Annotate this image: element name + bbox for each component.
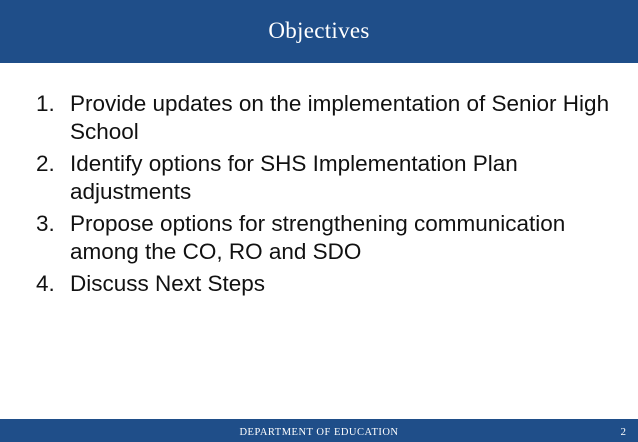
footer-bar [0, 419, 638, 442]
objective-number: 1. [36, 91, 55, 116]
objective-item-1 [36, 90, 616, 145]
objective-text: Provide updates on the implementation of Senior High School [70, 91, 610, 144]
objective-text: Identify options for SHS Implementation Plan adjustments [70, 151, 518, 204]
objective-text: Discuss Next Steps [70, 271, 266, 296]
page-number: 2 [620, 426, 626, 438]
objective-item-3 [36, 210, 616, 265]
objective-number: 3. [36, 211, 55, 236]
objective-text: Propose options for strengthening communication among the CO, RO and SDO [70, 211, 566, 264]
slide-title: Objectives [268, 17, 370, 43]
objective-number: 2. [36, 151, 55, 176]
objective-item-4 [36, 270, 616, 298]
title-banner [0, 0, 638, 63]
objectives-list [36, 90, 616, 303]
objective-item-2 [36, 150, 616, 205]
footer-organization: DEPARTMENT OF EDUCATION [239, 427, 399, 438]
objective-number: 4. [36, 271, 55, 296]
